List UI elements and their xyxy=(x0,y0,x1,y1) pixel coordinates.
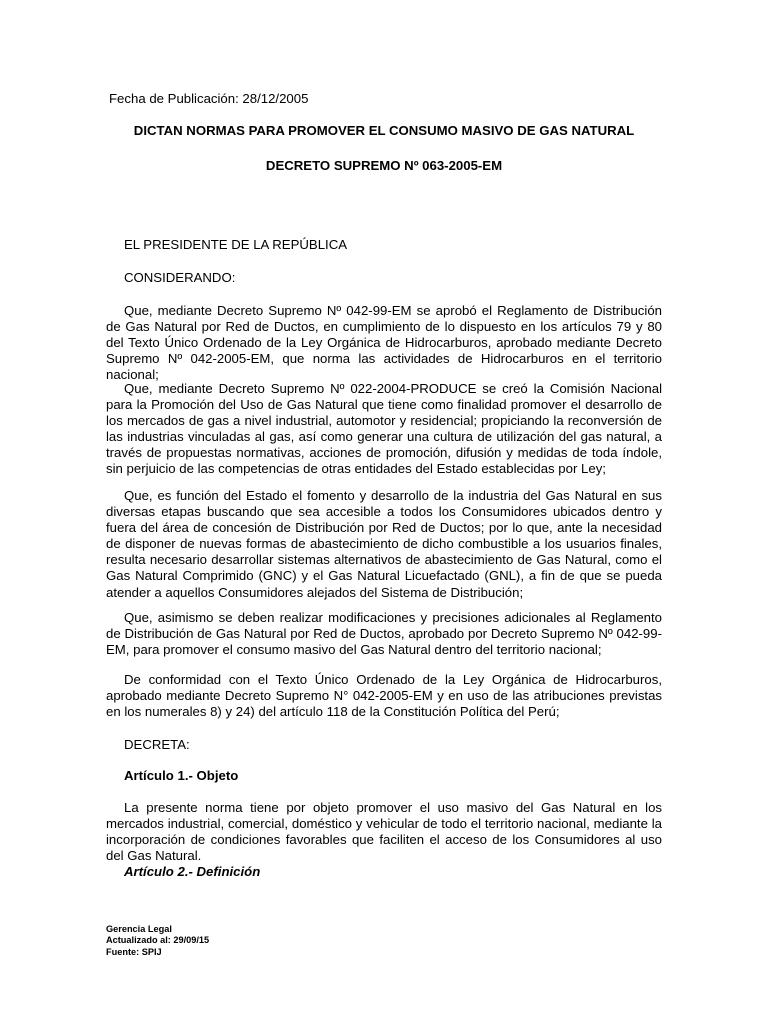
article-1-text: La presente norma tiene por objeto promover el uso masivo del Gas Natural en los mercados industrial, comercial, doméstico y vehicular de todo el territorio nacional, mediante la incorporación de condiciones favorables que faciliten el acceso de los Consumidores al uso del Gas Natural. xyxy=(106,800,662,864)
footer-source: Fuente: SPIJ xyxy=(106,946,162,957)
publication-date: Fecha de Publicación: 28/12/2005 xyxy=(109,91,309,106)
considering-paragraph-5: De conformidad con el Texto Único Ordenado de la Ley Orgánica de Hidrocarburos, aprobado mediante Decreto Supremo N° 042-2005-EM y en uso de las atribuciones previstas en los numerales 8) y 24) del artículo 118 de la Constitución Política del Perú; xyxy=(106,672,662,720)
considering-heading: CONSIDERANDO: xyxy=(124,270,236,285)
footer-department: Gerencia Legal xyxy=(106,924,172,934)
footer xyxy=(106,924,209,958)
considering-paragraph-3: Que, es función del Estado el fomento y desarrollo de la industria del Gas Natural en sus diversas etapas buscando que sea accesible a todos los Consumidores ubicados dentro y fuera del área de concesión de Distribución por Red de Ductos; por lo que, ante la necesidad de disponer de nuevas formas de abastecimiento de dicho combustible a los usuarios finales, resulta necesario desarrollar sistemas alternativos de abastecimiento de Gas Natural, como el Gas Natural Comprimido (GNC) y el Gas Natural Licuefactado (GNL), a fin de que se pueda atender a aquellos Consumidores alejados del Sistema de Distribución; xyxy=(106,488,662,600)
decree-number: DECRETO SUPREMO Nº 063-2005-EM xyxy=(265,158,503,173)
article-1-heading: Artículo 1.- Objeto xyxy=(124,768,239,783)
considering-paragraph-1: Que, mediante Decreto Supremo Nº 042-99-EM se aprobó el Reglamento de Distribución de Gas Natural por Red de Ductos, en cumplimiento de lo dispuesto en los artículos 79 y 80 del Texto Único Ordenado de la Ley Orgánica de Hidrocarburos, aprobado mediante Decreto Supremo Nº 042-2005-EM, que norma las actividades de Hidrocarburos en el territorio nacional; xyxy=(106,303,662,383)
footer-updated: Actualizado al: 29/09/15 xyxy=(106,935,210,946)
considering-paragraph-2: Que, mediante Decreto Supremo Nº 022-2004-PRODUCE se creó la Comisión Nacional para la Promoción del Uso de Gas Natural que tiene como finalidad promover el desarrollo de los mercados de gas a nivel industrial, automotor y residencial; propiciando la reconversión de las industrias vinculadas al gas, así como generar una cultura de utilización del gas natural, a través de propuestas normativas, acciones de promoción, difusión y medidas de toda índole, sin perjuicio de las competencias de otras entidades del Estado establecidas por Ley; xyxy=(106,381,662,477)
issuer: EL PRESIDENTE DE LA REPÚBLICA xyxy=(124,237,348,252)
document-title: DICTAN NORMAS PARA PROMOVER EL CONSUMO MASIVO DE GAS NATURAL xyxy=(133,123,635,138)
considering-paragraph-4: Que, asimismo se deben realizar modificaciones y precisiones adicionales al Reglamento de Distribución de Gas Natural por Red de Ductos, aprobado por Decreto Supremo Nº 042-99-EM, para promover el consumo masivo del Gas Natural dentro del territorio nacional; xyxy=(106,610,662,658)
article-2-heading: Artículo 2.- Definición xyxy=(124,864,261,879)
decrees-heading: DECRETA: xyxy=(124,737,190,752)
